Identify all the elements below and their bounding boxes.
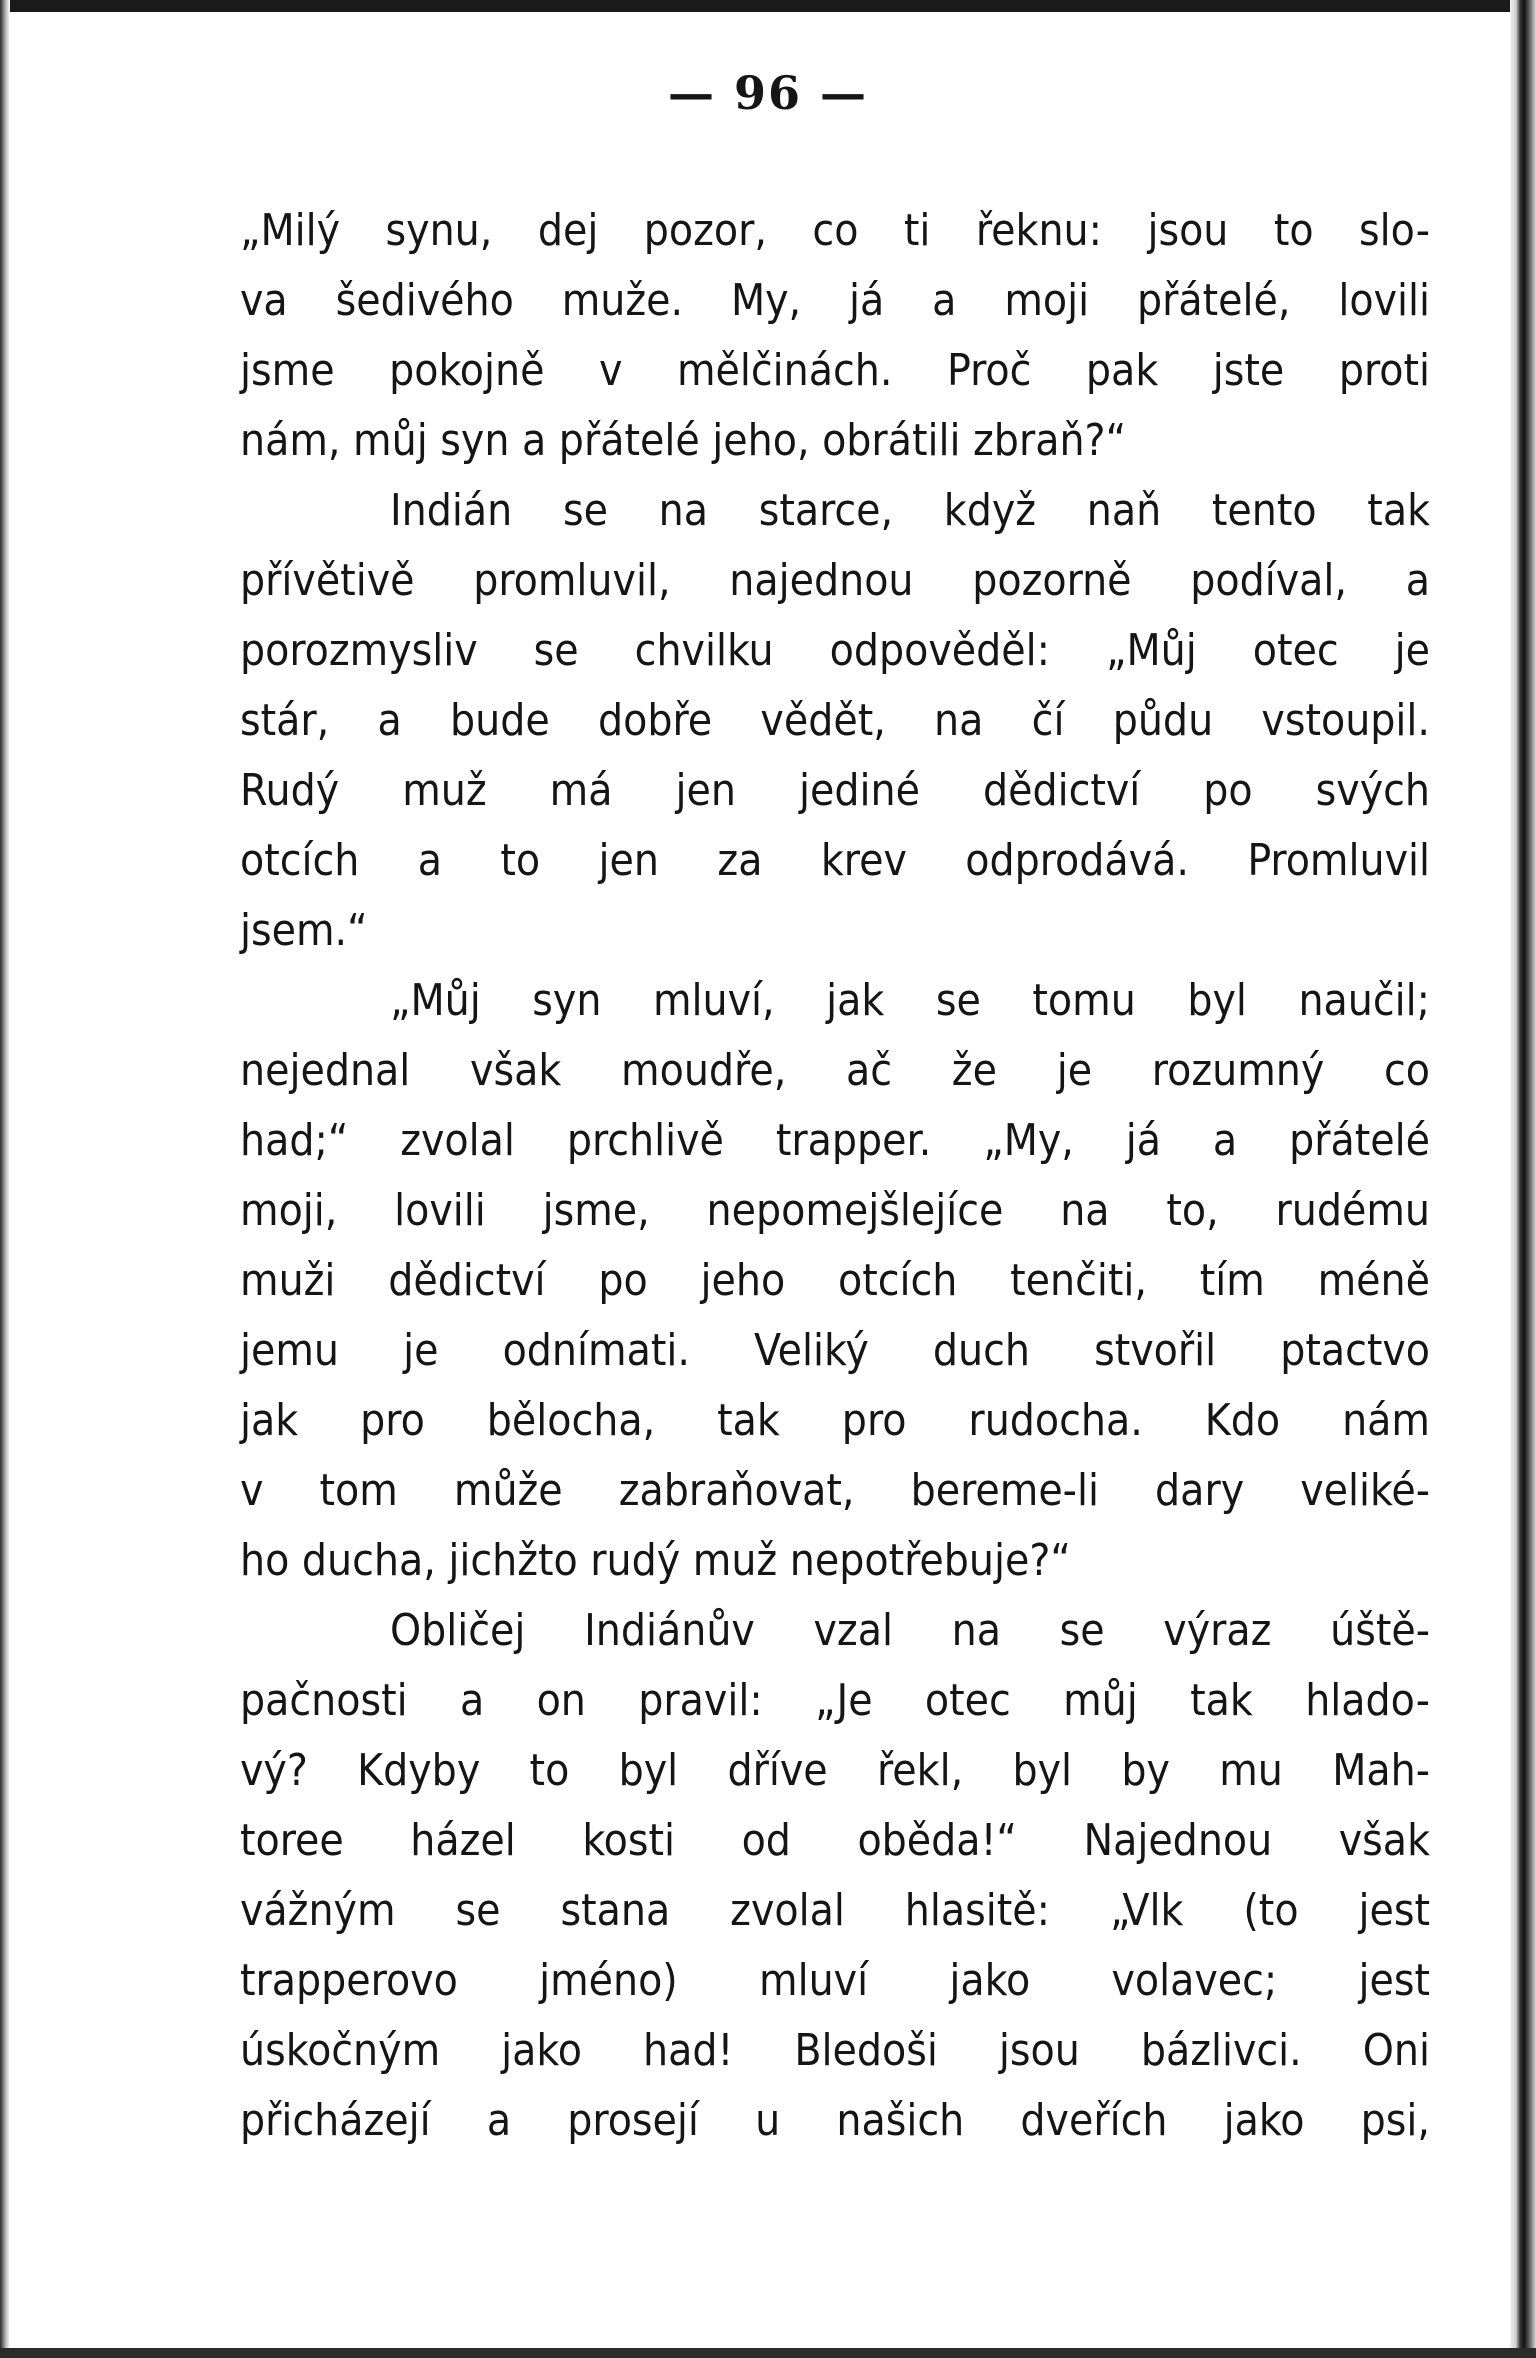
text-line: Indián se na starce, když naň tento tak [390,485,1430,536]
text-line: muži dědictví po jeho otcích tenčiti, tím méně [240,1255,1430,1306]
text-line: moji, lovili jsme, nepomejšlejíce na to, rudému [240,1185,1430,1236]
text-line: va šedivého muže. My, já a moji přátelé, lovili [240,275,1430,326]
text-line: úskočným jako had! Bledoši jsou bázlivci. Oni [240,2025,1430,2076]
text-line: pačnosti a on pravil: „Je otec můj tak hlado- [240,1675,1430,1726]
scan-border-left [0,0,10,2358]
text-line: v tom může zabraňovat, bereme-li dary veliké- [240,1465,1430,1516]
text-line: jemu je odnímati. Veliký duch stvořil ptactvo [240,1325,1430,1376]
text-line: přicházejí a prosejí u našich dveřích jako psi, [240,2095,1430,2146]
text-line: „Milý synu, dej pozor, co ti řeknu: jsou to slo- [240,205,1430,256]
text-line: nám, můj syn a přátelé jeho, obrátili zbraň?“ [240,415,1127,466]
text-line: přívětivě promluvil, najednou pozorně podíval, a [240,555,1430,606]
scan-border-bottom [0,2348,1536,2358]
text-line: jak pro bělocha, tak pro rudocha. Kdo nám [240,1395,1430,1446]
scan-border-top [0,0,1536,12]
text-line: porozmysliv se chvilku odpověděl: „Můj otec je [240,625,1430,676]
scan-border-right [1510,0,1536,2358]
text-line: Obličej Indiánův vzal na se výraz úště- [390,1605,1430,1656]
body-text [240,196,1430,2156]
text-line: nejednal však moudře, ač že je rozumný co [240,1045,1430,1096]
text-line: had;“ zvolal prchlivě trapper. „My, já a přátelé [240,1115,1430,1166]
text-line: trapperovo jméno) mluví jako volavec; jest [240,1955,1430,2006]
text-line: vážným se stana zvolal hlasitě: „Vlk (to jest [240,1885,1430,1936]
text-line: toree házel kosti od oběda!“ Najednou však [240,1815,1430,1866]
text-line: jsme pokojně v mělčinách. Proč pak jste proti [240,345,1430,396]
text-line: „Můj syn mluví, jak se tomu byl naučil; [390,975,1430,1026]
text-line: Rudý muž má jen jediné dědictví po svých [240,765,1430,816]
text-line: vý? Kdyby to byl dříve řekl, byl by mu Mah- [240,1745,1430,1796]
page-number: — 96 — [667,66,869,120]
text-line: stár, a bude dobře vědět, na čí půdu vstoupil. [240,695,1430,746]
text-line: jsem.“ [240,905,368,956]
text-line: otcích a to jen za krev odprodává. Promluvil [240,835,1430,886]
text-line: ho ducha, jichžto rudý muž nepotřebuje?“ [240,1535,1071,1586]
